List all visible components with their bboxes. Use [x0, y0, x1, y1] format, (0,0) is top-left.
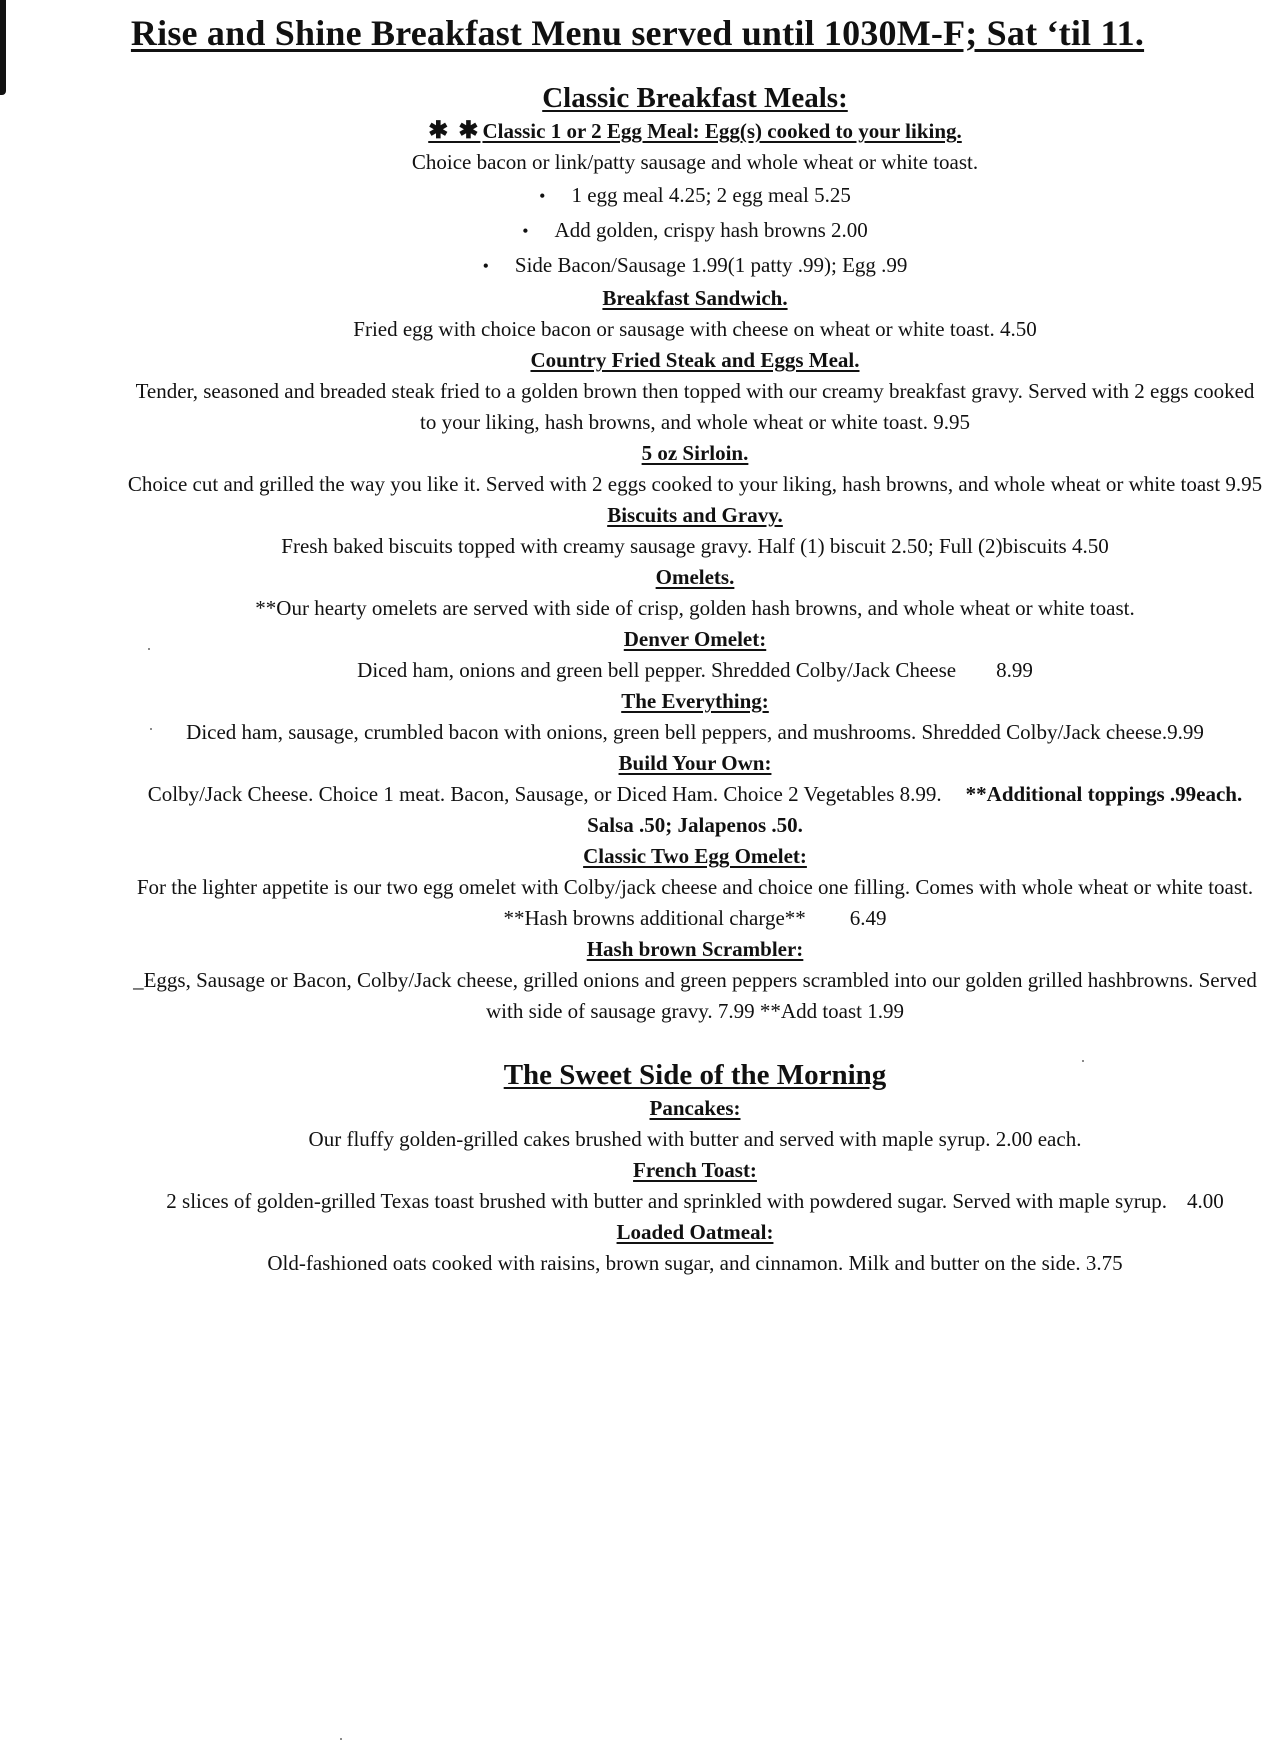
denver-price: 8.99	[996, 658, 1033, 682]
item-desc-french-toast	[125, 1186, 1265, 1217]
item-title-everything: The Everything:	[621, 689, 769, 713]
item-title-sandwich: Breakfast Sandwich.	[602, 286, 788, 310]
menu-content	[125, 80, 1265, 1279]
item-desc-everything: Diced ham, sausage, crumbled bacon with onions, green bell peppers, and mushrooms. Shredded Colby/Jack cheese.9.99	[186, 720, 1204, 744]
item-desc-biscuits: Fresh baked biscuits topped with creamy sausage gravy. Half (1) biscuit 2.50; Full (2)biscuits 4.50	[281, 534, 1109, 558]
denver-desc-text: Diced ham, onions and green bell pepper. Shredded Colby/Jack Cheese	[357, 658, 957, 682]
item-desc-steak: Tender, seasoned and breaded steak fried to a golden brown then topped with our creamy breakfast gravy. Served with 2 eggs cooked to your liking, hash browns, and whole wheat or white toast. 9.95	[135, 379, 1255, 434]
item-title-french-toast: French Toast:	[633, 1158, 757, 1182]
item-title-pancakes: Pancakes:	[649, 1096, 741, 1120]
french-toast-price: 4.00	[1186, 1189, 1224, 1213]
build-desc-text: Colby/Jack Cheese. Choice 1 meat. Bacon, Sausage, or Diced Ham. Choice 2 Vegetables 8.99.	[147, 782, 942, 806]
item-desc-scrambler: _Eggs, Sausage or Bacon, Colby/Jack cheese, grilled onions and green peppers scrambled into our golden grilled hashbrowns. Served with side of sausage gravy. 7.99 **Add toast 1.99	[133, 968, 1257, 1023]
two-egg-desc-text: For the lighter appetite is our two egg omelet with Colby/jack cheese and choice one filling. Comes with whole wheat or white toast. **Hash browns additional charge**	[136, 875, 1254, 930]
item-desc-sirloin: Choice cut and grilled the way you like it. Served with 2 eggs cooked to your liking, hash browns, and whole wheat or white toast 9.95	[127, 472, 1263, 496]
item-desc-two-egg	[125, 872, 1265, 934]
item-title-biscuits: Biscuits and Gravy.	[607, 503, 783, 527]
item-title-two-egg: Classic Two Egg Omelet:	[583, 844, 807, 868]
item-desc-egg-meal: Choice bacon or link/patty sausage and whole wheat or white toast.	[411, 150, 979, 174]
menu-title: Rise and Shine Breakfast Menu served until 1030M-F; Sat ‘til 11.	[130, 13, 1145, 53]
item-desc-build	[125, 779, 1265, 841]
section-title-classic: Classic Breakfast Meals:	[542, 82, 848, 114]
item-title-oatmeal: Loaded Oatmeal:	[616, 1220, 774, 1244]
item-desc-denver	[125, 655, 1265, 686]
item-title-sirloin: 5 oz Sirloin.	[641, 441, 749, 465]
two-egg-price: 6.49	[849, 906, 887, 930]
list-item: • 1 egg meal 4.25; 2 egg meal 5.25	[125, 178, 1265, 213]
item-title-egg-meal	[125, 116, 1265, 147]
list-item: • Add golden, crispy hash browns 2.00	[125, 213, 1265, 248]
item-title-denver: Denver Omelet:	[623, 627, 767, 651]
french-toast-desc-text: 2 slices of golden-grilled Texas toast brushed with butter and sprinkled with powdered sugar. Served with maple syrup.	[166, 1189, 1167, 1213]
item-title-scrambler: Hash brown Scrambler:	[586, 937, 804, 961]
scan-speck	[1082, 1060, 1084, 1062]
item-desc-oatmeal: Old-fashioned oats cooked with raisins, brown sugar, and cinnamon. Milk and butter on the side. 3.75	[267, 1251, 1123, 1275]
build-extra-toppings: **Additional toppings .99each. Salsa .50; Jalapenos .50.	[587, 782, 1243, 837]
item-title-steak: Country Fried Steak and Eggs Meal.	[530, 348, 860, 372]
item-desc-omelets: **Our hearty omelets are served with side of crisp, golden hash browns, and whole wheat or white toast.	[255, 596, 1135, 620]
item-desc-sandwich: Fried egg with choice bacon or sausage with cheese on wheat or white toast. 4.50	[353, 317, 1037, 341]
egg-meal-options	[125, 178, 1265, 283]
item-title-omelets: Omelets.	[655, 565, 735, 589]
scan-speck	[150, 728, 152, 730]
section-title-sweet: The Sweet Side of the Morning	[503, 1059, 887, 1091]
item-title-build: Build Your Own:	[618, 751, 772, 775]
scan-speck	[148, 648, 150, 650]
list-item: • Side Bacon/Sausage 1.99(1 patty .99); Egg .99	[125, 248, 1265, 283]
egg-meal-title: Classic 1 or 2 Egg Meal: Egg(s) cooked to your liking.	[482, 119, 962, 143]
item-desc-pancakes: Our fluffy golden-grilled cakes brushed with butter and served with maple syrup. 2.00 each.	[308, 1127, 1082, 1151]
asterisk-icon: ✱ ✱	[428, 118, 481, 144]
scan-speck	[340, 1738, 342, 1740]
